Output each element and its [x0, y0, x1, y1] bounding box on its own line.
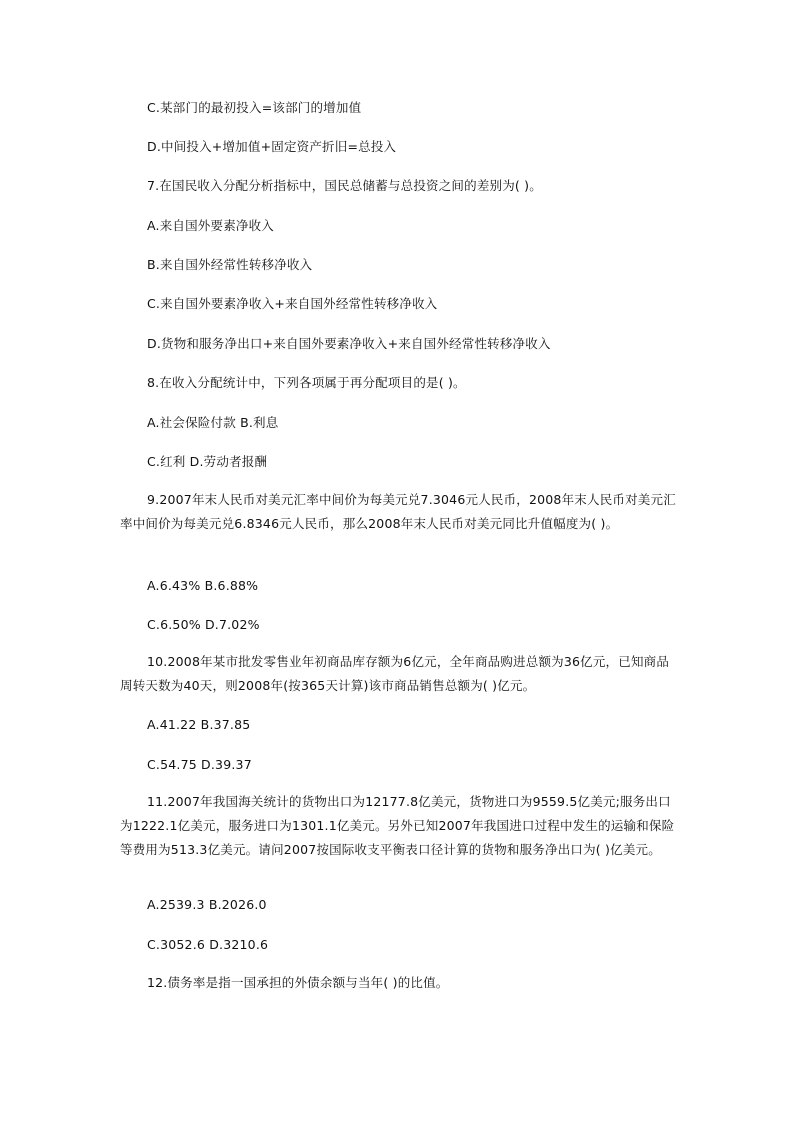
question-10-options-ab: A.41.22 B.37.85: [147, 717, 251, 732]
question-8: 8.在收入分配统计中，下列各项属于再分配项目的是( )。: [147, 375, 466, 390]
question-7-option-b: B.来自国外经常性转移净收入: [147, 257, 313, 272]
question-11-options-cd: C.3052.6 D.3210.6: [147, 937, 269, 952]
question-10-options-cd: C.54.75 D.39.37: [147, 757, 252, 772]
question-9-options-ab: A.6.43% B.6.88%: [147, 578, 259, 593]
question-8-options-ab: A.社会保险付款 B.利息: [147, 415, 279, 430]
question-8-options-cd: C.红利 D.劳动者报酬: [147, 454, 268, 469]
question-7: 7.在国民收入分配分析指标中，国民总储蓄与总投资之间的差别为( )。: [147, 178, 542, 193]
question-9-options-cd: C.6.50% D.7.02%: [147, 617, 260, 632]
question-11-options-ab: A.2539.3 B.2026.0: [147, 897, 267, 912]
option-c-prev: C.某部门的最初投入=该部门的增加值: [147, 100, 362, 115]
question-11: 11.2007年我国海关统计的货物出口为12177.8亿美元，货物进口为9559.5亿美元;服务出口为1222.1亿美元，服务进口为1301.1亿美元。另外已知2007年我国进口过程中发生的运输和保险等费用为513.3亿美元。请问2007按国际收支平衡表口径计算的货物和服务净出口为( )亿美元。: [120, 794, 675, 857]
question-9: 9.2007年末人民币对美元汇率中间价为每美元兑7.3046元人民币，2008年末人民币对美元汇率中间价为每美元兑6.8346元人民币，那么2008年末人民币对美元同比升值幅度为( )。: [120, 492, 676, 531]
question-12: 12.债务率是指一国承担的外债余额与当年( )的比值。: [147, 975, 449, 990]
option-d-prev: D.中间投入+增加值+固定资产折旧=总投入: [147, 139, 397, 154]
question-7-option-a: A.来自国外要素净收入: [147, 218, 275, 233]
question-7-option-c: C.来自国外要素净收入+来自国外经常性转移净收入: [147, 296, 438, 311]
question-7-option-d: D.货物和服务净出口+来自国外要素净收入+来自国外经常性转移净收入: [147, 336, 551, 351]
question-10: 10.2008年某市批发零售业年初商品库存额为6亿元，全年商品购进总额为36亿元，已知商品周转天数为40天，则2008年(按365天计算)该市商品销售总额为( )亿元。: [120, 654, 670, 693]
